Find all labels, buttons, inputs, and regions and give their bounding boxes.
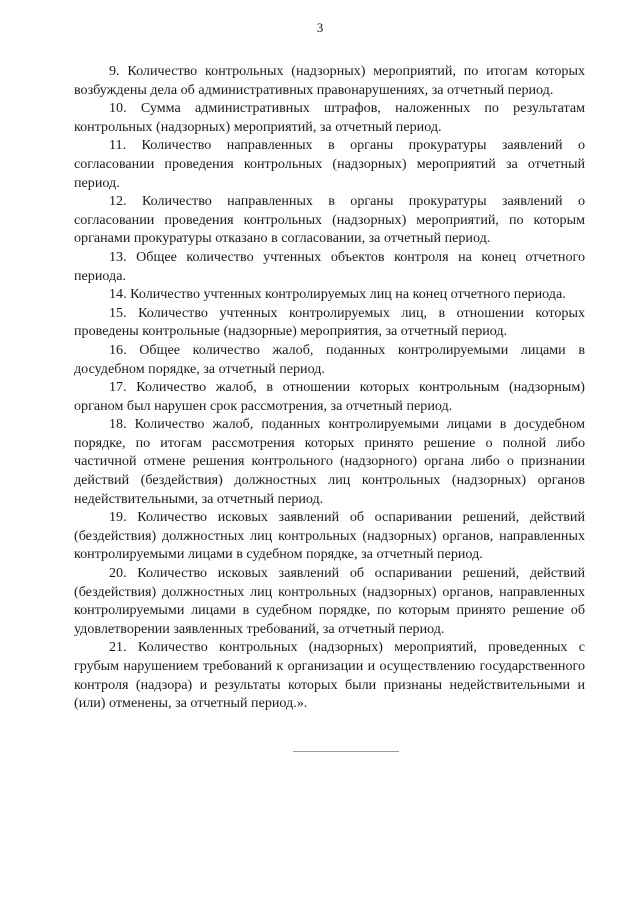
end-divider-line	[293, 751, 399, 752]
paragraph-item-11: 11. Количество направленных в органы прокуратуры заявлений о согласовании проведения контрольных (надзорных) мероприятий за отчетный период.	[74, 137, 585, 191]
page-number: 3	[316, 20, 324, 35]
paragraph-item-20: 20. Количество исковых заявлений об оспаривании решений, действий (бездействия) должностных лиц контрольных (надзорных) органов, направленных контролируемыми лицами в судебном порядке, по которым принято решение об удовлетворении заявленных требований, за отчетный период.	[74, 565, 585, 637]
paragraph-item-13: 13. Общее количество учтенных объектов контроля на конец отчетного периода.	[74, 248, 585, 284]
paragraph-item-21: 21. Количество контрольных (надзорных) мероприятий, проведенных с грубым нарушением требований к организации и осуществлению государственного контроля (надзора) и результаты которых были признаны недействительными и (или) отменены, за отчетный период.».	[74, 639, 585, 712]
paragraph-item-15: 15. Количество учтенных контролируемых лиц, в отношении которых проведены контрольные (надзорные) мероприятия, за отчетный период.	[74, 304, 585, 340]
document-body	[74, 62, 585, 713]
paragraph-item-16: 16. Общее количество жалоб, поданных контролируемыми лицами в досудебном порядке, за отчетный период.	[74, 341, 585, 377]
paragraph-item-18: 18. Количество жалоб, поданных контролируемыми лицами в досудебном порядке, по итогам рассмотрения которых принято решение о полной либо частичной отмене решения контрольного (надзорного) органа либо о признании действий (бездействия) должностных лиц контрольных (надзорных) органов недействительными, за отчетный период.	[74, 416, 585, 507]
paragraph-item-17: 17. Количество жалоб, в отношении которых контрольным (надзорным) органом был нарушен срок рассмотрения, за отчетный период.	[74, 379, 585, 414]
paragraph-item-12: 12. Количество направленных в органы прокуратуры заявлений о согласовании проведения контрольных (надзорных) мероприятий, по которым органами прокуратуры отказано в согласовании, за отчетный период.	[74, 193, 585, 247]
paragraph-item-10: 10. Сумма административных штрафов, наложенных по результатам контрольных (надзорных) мероприятий, за отчетный период.	[74, 100, 585, 135]
paragraph-item-14: 14. Количество учтенных контролируемых лиц на конец отчетного периода.	[109, 286, 566, 303]
paragraph-item-19: 19. Количество исковых заявлений об оспаривании решений, действий (бездействия) должностных лиц контрольных (надзорных) органов, направленных контролируемыми лицами в судебном порядке, за отчетный период.	[74, 509, 585, 563]
paragraph-item-9: 9. Количество контрольных (надзорных) мероприятий, по итогам которых возбуждены дела об административных правонарушениях, за отчетный период.	[74, 63, 585, 98]
